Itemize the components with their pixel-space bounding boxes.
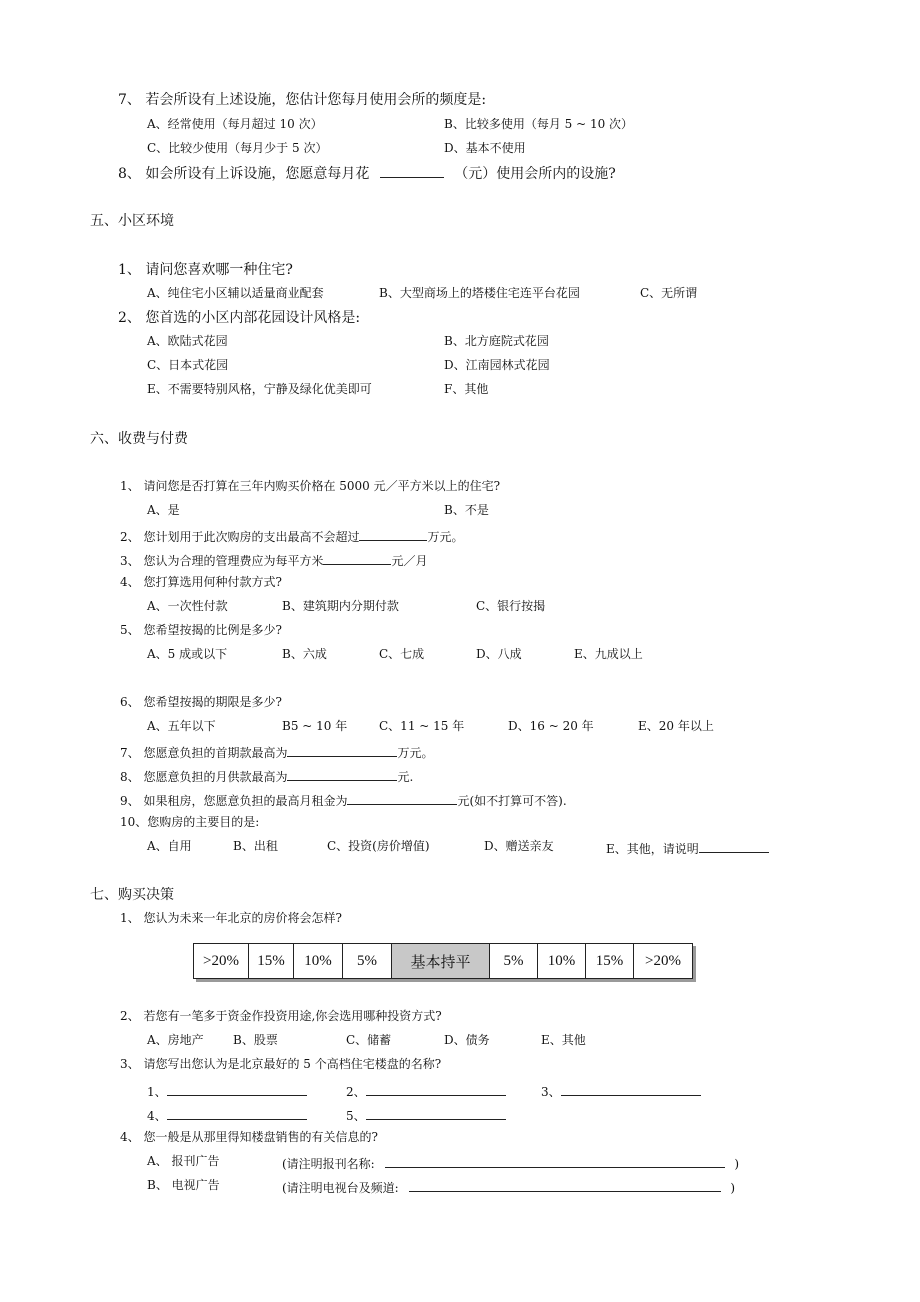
question-3-text: 3、 您认为合理的管理费应为每平方米 <box>120 554 324 568</box>
option-d[interactable]: D、基本不使用 <box>444 141 526 155</box>
project-entry-2 <box>346 1083 506 1098</box>
answer-blank[interactable] <box>167 1107 307 1120</box>
question-2-max-budget <box>120 528 463 543</box>
option-e[interactable]: E、九成以上 <box>574 647 643 661</box>
option-d[interactable]: D、江南园林式花园 <box>444 358 550 372</box>
tv-channel-blank[interactable] <box>409 1179 721 1192</box>
entry-label: 5、 <box>346 1109 366 1123</box>
question-6-mortgage-term: 6、 您希望按揭的期限是多少? <box>120 695 282 709</box>
question-7-text: 7、 您愿意负担的首期款最高为 <box>120 746 288 760</box>
entry-label: 4、 <box>147 1109 167 1123</box>
scale-cell-up-15[interactable]: 15% <box>586 944 634 979</box>
option-e-other[interactable] <box>606 840 769 855</box>
answer-blank[interactable] <box>359 528 427 541</box>
question-4-info-source: 4、 您一般是从那里得知楼盘销售的有关信息的? <box>120 1130 378 1144</box>
option-b[interactable]: B、建筑期内分期付款 <box>282 599 399 613</box>
question-3-suffix: 元／月 <box>391 554 428 568</box>
question-3-top-projects: 3、 请您写出您认为是北京最好的 5 个高档住宅楼盘的名称? <box>120 1057 442 1071</box>
question-8-suffix: （元）使用会所内的设施? <box>454 166 616 182</box>
option-a[interactable]: A、经常使用（每月超过 10 次） <box>147 117 323 131</box>
option-b[interactable]: B、不是 <box>444 503 489 517</box>
option-b[interactable]: B、比较多使用（每月 5 ~ 10 次） <box>444 117 634 131</box>
option-c[interactable]: C、日本式花园 <box>147 358 229 372</box>
answer-blank[interactable] <box>287 768 397 781</box>
option-a[interactable]: A、房地产 <box>147 1033 204 1047</box>
project-entry-5 <box>346 1107 506 1122</box>
scale-cell-up-5[interactable]: 5% <box>490 944 538 979</box>
answer-blank[interactable] <box>347 792 457 805</box>
option-a-label[interactable]: A、 报刊广告 <box>147 1154 220 1168</box>
entry-label: 2、 <box>346 1085 366 1099</box>
option-b[interactable]: B、股票 <box>233 1033 278 1047</box>
option-c[interactable]: C、储蓄 <box>346 1033 392 1047</box>
question-8-suffix: 元. <box>397 770 414 784</box>
scale-cell-down-15[interactable]: 15% <box>249 944 294 979</box>
question-9-text: 9、 如果租房，您愿意负担的最高月租金为 <box>120 794 348 808</box>
question-2-investment-method: 2、 若您有一笔多于资金作投资用途,你会选用哪种投资方式? <box>120 1009 442 1023</box>
price-change-scale <box>193 943 693 979</box>
scale-cell-up-10[interactable]: 10% <box>538 944 586 979</box>
option-c[interactable]: C、投资(房价增值) <box>327 839 430 853</box>
option-d[interactable]: D、16 ~ 20 年 <box>508 719 594 733</box>
option-a[interactable]: A、是 <box>147 503 180 517</box>
answer-blank[interactable] <box>366 1107 506 1120</box>
option-e[interactable]: E、20 年以上 <box>638 719 714 733</box>
question-7-down-payment <box>120 744 433 759</box>
newspaper-name-prompt <box>282 1155 739 1170</box>
option-a[interactable]: A、纯住宅小区辅以适量商业配套 <box>147 286 324 300</box>
option-b-label[interactable]: B、 电视广告 <box>147 1178 220 1192</box>
scale-cell-down-5[interactable]: 5% <box>343 944 392 979</box>
option-c[interactable]: C、11 ~ 15 年 <box>379 719 465 733</box>
question-8-text: 8、 如会所设有上诉设施，您愿意每月花 <box>118 166 370 182</box>
section-title-community-environment: 五、小区环境 <box>90 213 174 229</box>
option-b[interactable]: B、北方庭院式花园 <box>444 334 549 348</box>
entry-label: 1、 <box>147 1085 167 1099</box>
question-1-housing-preference: 1、 请问您喜欢哪一种住宅? <box>118 262 293 278</box>
scale-cell-down-10[interactable]: 10% <box>294 944 343 979</box>
question-8-monthly-payment <box>120 768 413 783</box>
option-b[interactable]: B、出租 <box>233 839 278 853</box>
newspaper-name-blank[interactable] <box>385 1155 725 1168</box>
answer-blank[interactable] <box>323 552 391 565</box>
option-d[interactable]: D、赠送亲友 <box>484 839 554 853</box>
question-8-monthly-spend <box>118 165 616 181</box>
option-f[interactable]: F、其他 <box>444 382 489 396</box>
option-d[interactable]: D、债务 <box>444 1033 490 1047</box>
scale-cell-flat[interactable]: 基本持平 <box>392 944 490 979</box>
option-c[interactable]: C、比较少使用（每月少于 5 次） <box>147 141 328 155</box>
answer-blank[interactable] <box>167 1083 307 1096</box>
answer-blank[interactable] <box>561 1083 701 1096</box>
scale-cell-up-20-plus[interactable]: >20% <box>634 944 693 979</box>
option-c[interactable]: C、七成 <box>379 647 425 661</box>
answer-blank[interactable] <box>287 744 397 757</box>
tv-channel-prompt <box>282 1179 735 1194</box>
project-entry-1 <box>147 1083 307 1098</box>
section-title-purchase-decision: 七、购买决策 <box>90 887 174 903</box>
section-title-fees-payment: 六、收费与付费 <box>90 431 188 447</box>
option-e[interactable]: E、不需要特别风格，宁静及绿化优美即可 <box>147 382 372 396</box>
question-3-management-fee <box>120 552 427 567</box>
other-explain-blank[interactable] <box>699 840 769 853</box>
question-2-text: 2、 您计划用于此次购房的支出最高不会超过 <box>120 530 360 544</box>
entry-label: 3、 <box>541 1085 561 1099</box>
prompt-close: ) <box>730 1181 736 1195</box>
question-8-text: 8、 您愿意负担的月供款最高为 <box>120 770 288 784</box>
option-c[interactable]: C、无所谓 <box>640 286 698 300</box>
question-1-purchase-plan: 1、 请问您是否打算在三年内购买价格在 5000 元／平方米以上的住宅? <box>120 479 501 493</box>
option-b[interactable]: B、大型商场上的塔楼住宅连平台花园 <box>379 286 580 300</box>
option-b[interactable]: B5 ~ 10 年 <box>282 719 348 733</box>
option-d[interactable]: D、八成 <box>476 647 522 661</box>
option-a[interactable]: A、欧陆式花园 <box>147 334 228 348</box>
project-entry-3 <box>541 1083 701 1098</box>
scale-cell-down-20-plus[interactable]: >20% <box>194 944 249 979</box>
prompt-close: ) <box>734 1157 740 1171</box>
question-2-garden-style: 2、 您首选的小区内部花园设计风格是: <box>118 310 361 326</box>
answer-blank[interactable] <box>366 1083 506 1096</box>
prompt-text: (请注明报刊名称: <box>282 1157 375 1171</box>
question-1-price-outlook: 1、 您认为未来一年北京的房价将会怎样? <box>120 911 342 925</box>
answer-blank[interactable] <box>380 165 444 178</box>
question-7-usage-frequency: 7、 若会所设有上述设施，您估计您每月使用会所的频度是: <box>118 92 487 108</box>
question-2-suffix: 万元。 <box>427 530 464 544</box>
option-c[interactable]: C、银行按揭 <box>476 599 546 613</box>
prompt-text: (请注明电视台及频道: <box>282 1181 399 1195</box>
question-10-purchase-purpose: 10、您购房的主要目的是: <box>120 815 260 829</box>
option-b[interactable]: B、六成 <box>282 647 327 661</box>
question-9-max-rent <box>120 792 567 807</box>
question-9-suffix: 元(如不打算可不答). <box>457 794 567 808</box>
question-5-mortgage-ratio: 5、 您希望按揭的比例是多少? <box>120 623 282 637</box>
option-e[interactable]: E、其他 <box>541 1033 586 1047</box>
project-entry-4 <box>147 1107 307 1122</box>
option-a[interactable]: A、五年以下 <box>147 719 216 733</box>
option-a[interactable]: A、一次性付款 <box>147 599 228 613</box>
option-a[interactable]: A、5 成或以下 <box>147 647 228 661</box>
option-a[interactable]: A、自用 <box>147 839 192 853</box>
question-4-payment-method: 4、 您打算选用何种付款方式? <box>120 575 282 589</box>
question-7-suffix: 万元。 <box>397 746 434 760</box>
option-e-label: E、其他，请说明 <box>606 842 699 856</box>
